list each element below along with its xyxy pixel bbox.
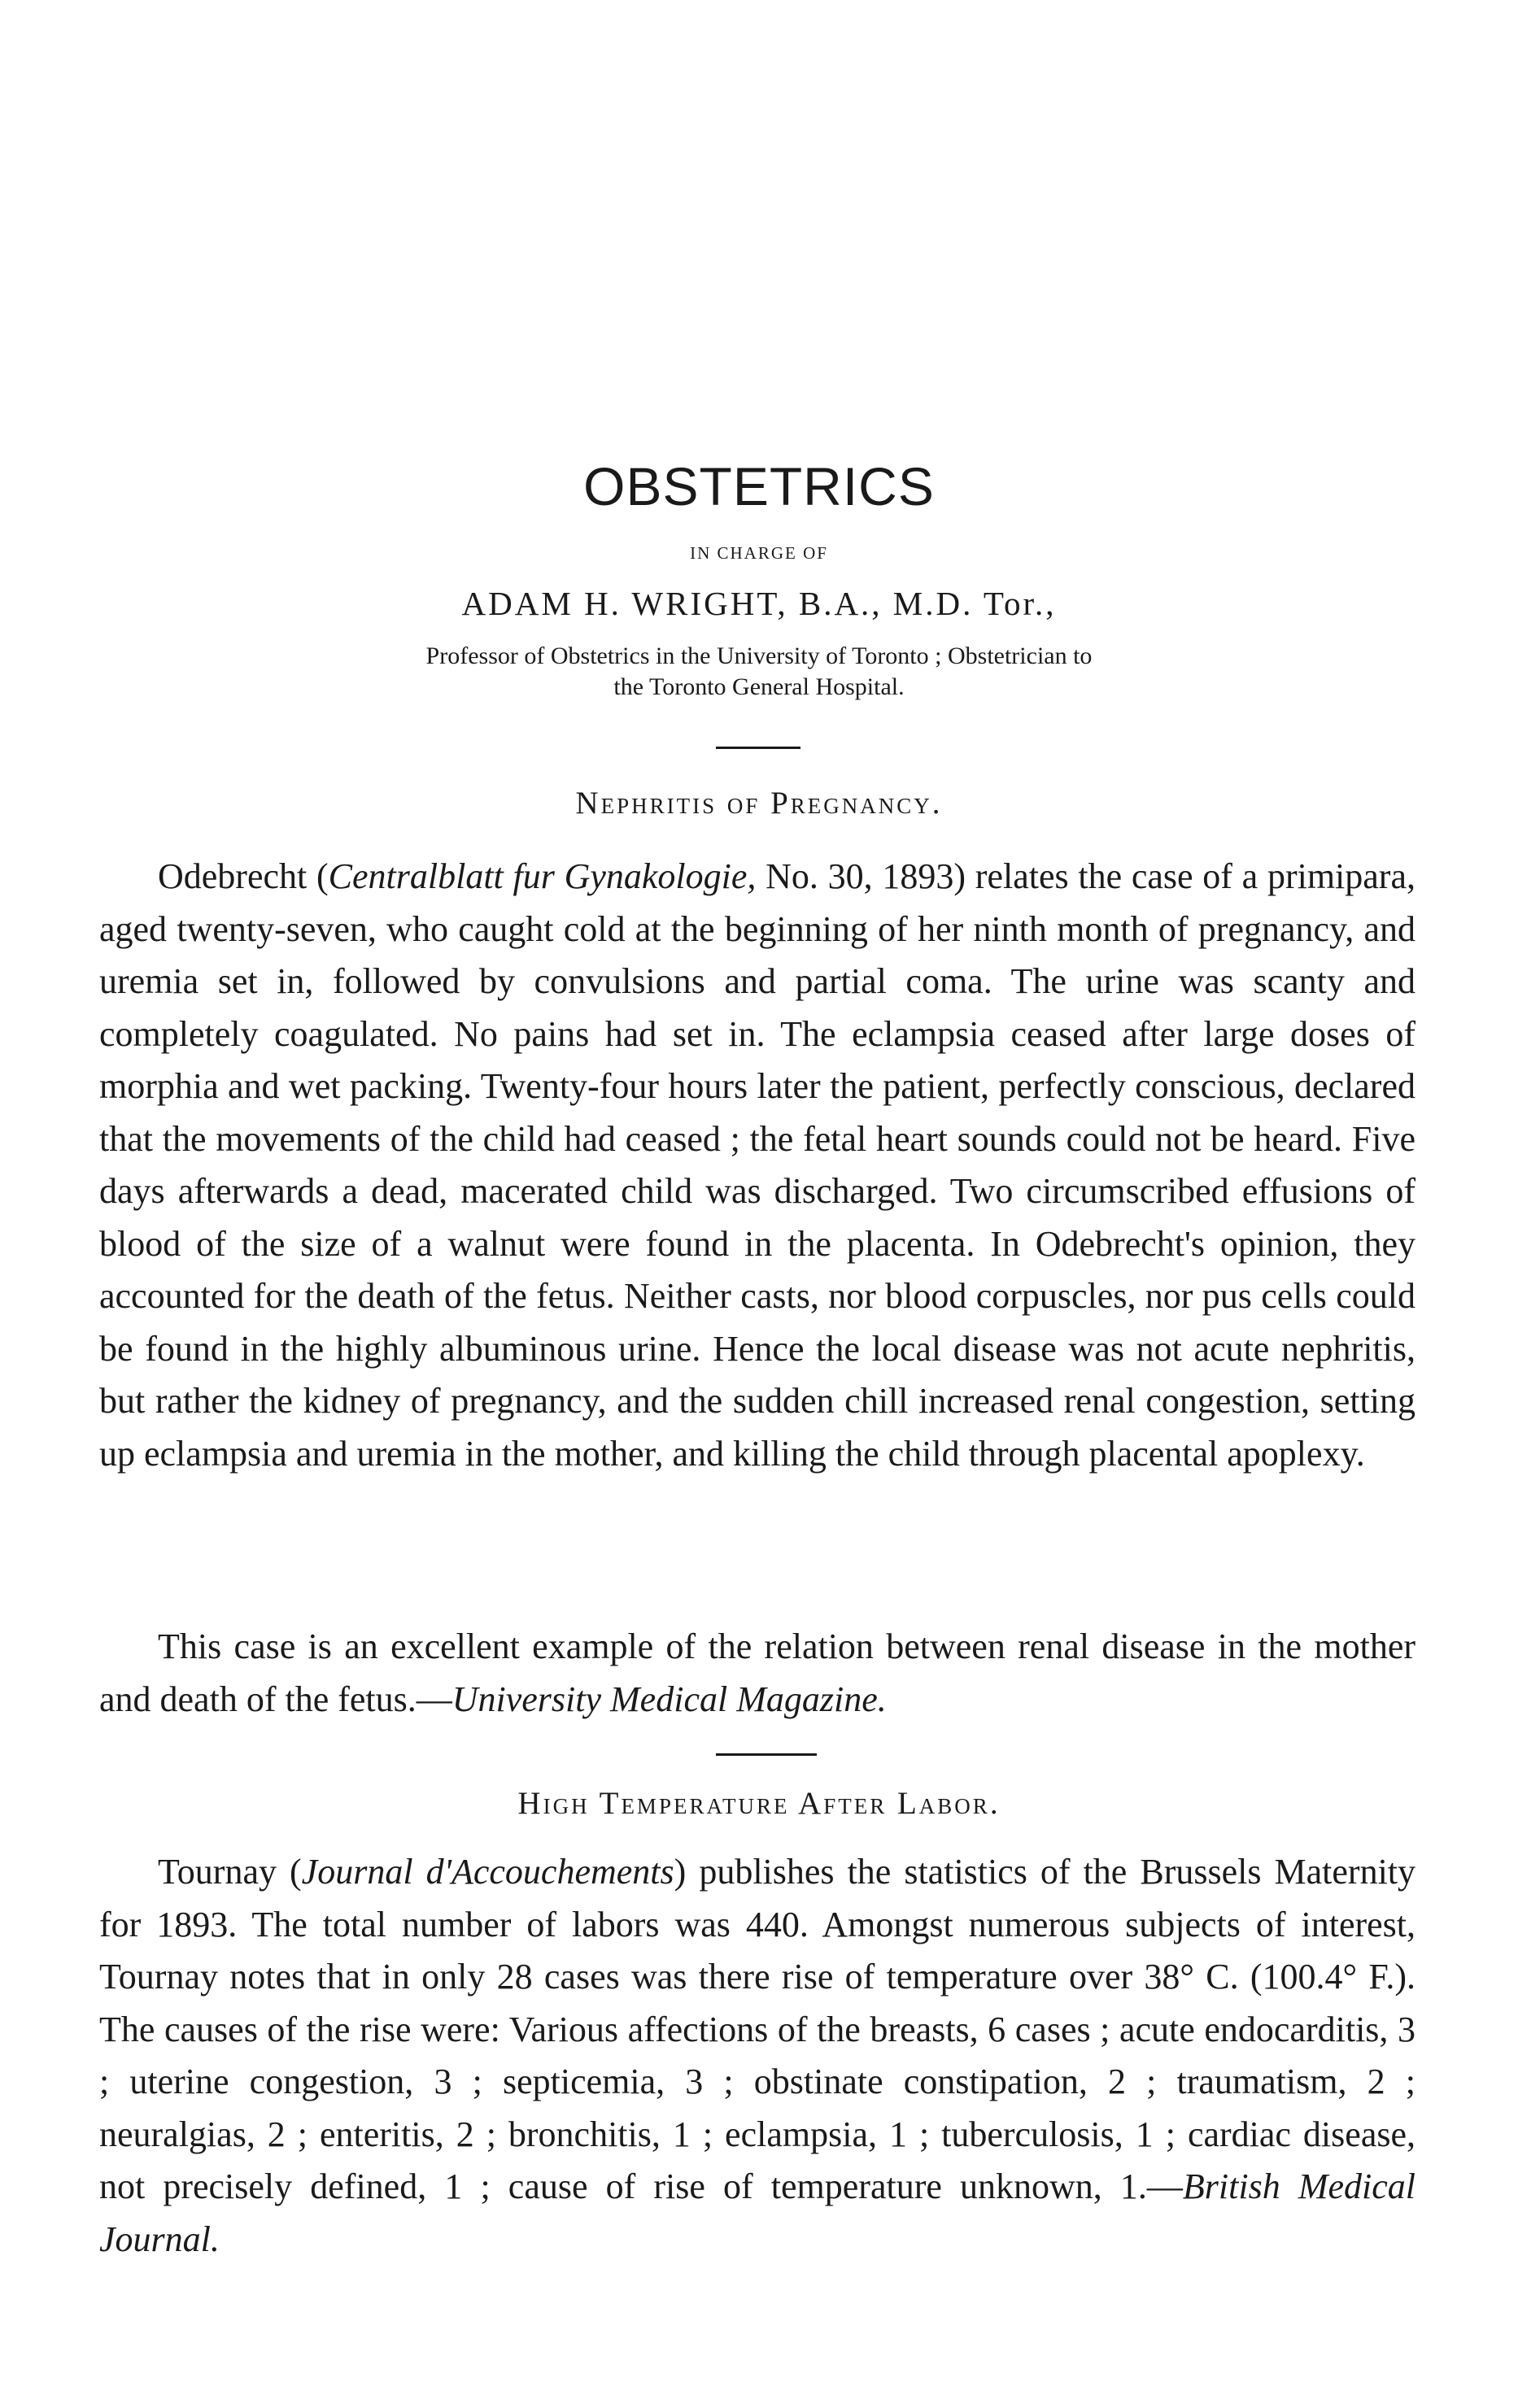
article-paragraph xyxy=(99,1621,1415,1726)
journal-citation: Centralblatt fur Gynakologie, xyxy=(328,856,757,896)
divider-rule xyxy=(716,1753,817,1756)
affiliation-line-1: Professor of Obstetrics in the University of Toronto ; Obstetrician to xyxy=(425,642,1093,669)
article-author: Odebrecht ( xyxy=(158,856,329,896)
article-author: Tournay ( xyxy=(158,1852,302,1892)
article-title-nephritis: Nephritis of Pregnancy. xyxy=(575,786,943,821)
source-citation: British Medical Journal. xyxy=(99,2166,1415,2259)
divider-rule xyxy=(716,747,800,749)
paragraph-text: No. 30, 1893) relates the case of a primipara, aged twenty-seven, who caught cold at the beginning of her ninth month of pregnancy, and uremia set in, followed by convulsions and partial coma. The urine was scanty and completely coagulated. No pains had set in. The eclampsia ceased after large doses of morphia and wet packing. Twenty-four hours later the patient, perfectly conscious, declared that the movements of the child had ceased ; the fetal heart sounds could not be heard. Five days afterwards a dead, macerated child was discharged. Two circumscribed effusions of blood of the size of a walnut were found in the placenta. In Odebrecht's opinion, they accounted for the death of the fetus. Neither casts, nor blood corpuscles, nor pus cells could be found in the highly albuminous urine. Hence the local disease was not acute nephritis, but rather the kidney of pregnancy, and the sudden chill increased renal congestion, setting up eclampsia and uremia in the mother, and killing the child through placental apoplexy. xyxy=(99,856,1415,1474)
source-citation: University Medical Magazine. xyxy=(451,1679,887,1719)
paragraph-text: ) publishes the statistics of the Brussels Maternity for 1893. The total number of labors was 440. Amongst numerous subjects of interest, Tournay notes that in only 28 cases was there rise of temperature over 38° C. (100.4° F.). The causes of the rise were: Various affections of the breasts, 6 cases ; acute endocarditis, 3 ; uterine congestion, 3 ; septicemia, 3 ; obstinate constipation, 2 ; traumatism, 2 ; neuralgias, 2 ; enteritis, 2 ; bronchitis, 1 ; eclampsia, 1 ; tuberculosis, 1 ; cardiac disease, not precisely defined, 1 ; cause of rise of temperature unknown, 1.— xyxy=(99,1852,1416,2206)
in-charge-label: IN CHARGE OF xyxy=(690,543,828,563)
section-title: OBSTETRICS xyxy=(583,456,935,516)
paragraph-text: This case is an excellent example of the relation between renal disease in the mother and death of the fetus.— xyxy=(99,1626,1415,1719)
article-paragraph xyxy=(99,1846,1415,2266)
editor-affiliation xyxy=(293,641,1225,703)
article-paragraph xyxy=(99,851,1415,1480)
article-title-high-temperature: High Temperature After Labor. xyxy=(517,1786,1001,1821)
affiliation-line-2: the Toronto General Hospital. xyxy=(613,673,905,700)
journal-citation: Journal d'Accouchements xyxy=(301,1852,674,1892)
editor-name: ADAM H. WRIGHT, B.A., M.D. Tor., xyxy=(461,585,1057,622)
